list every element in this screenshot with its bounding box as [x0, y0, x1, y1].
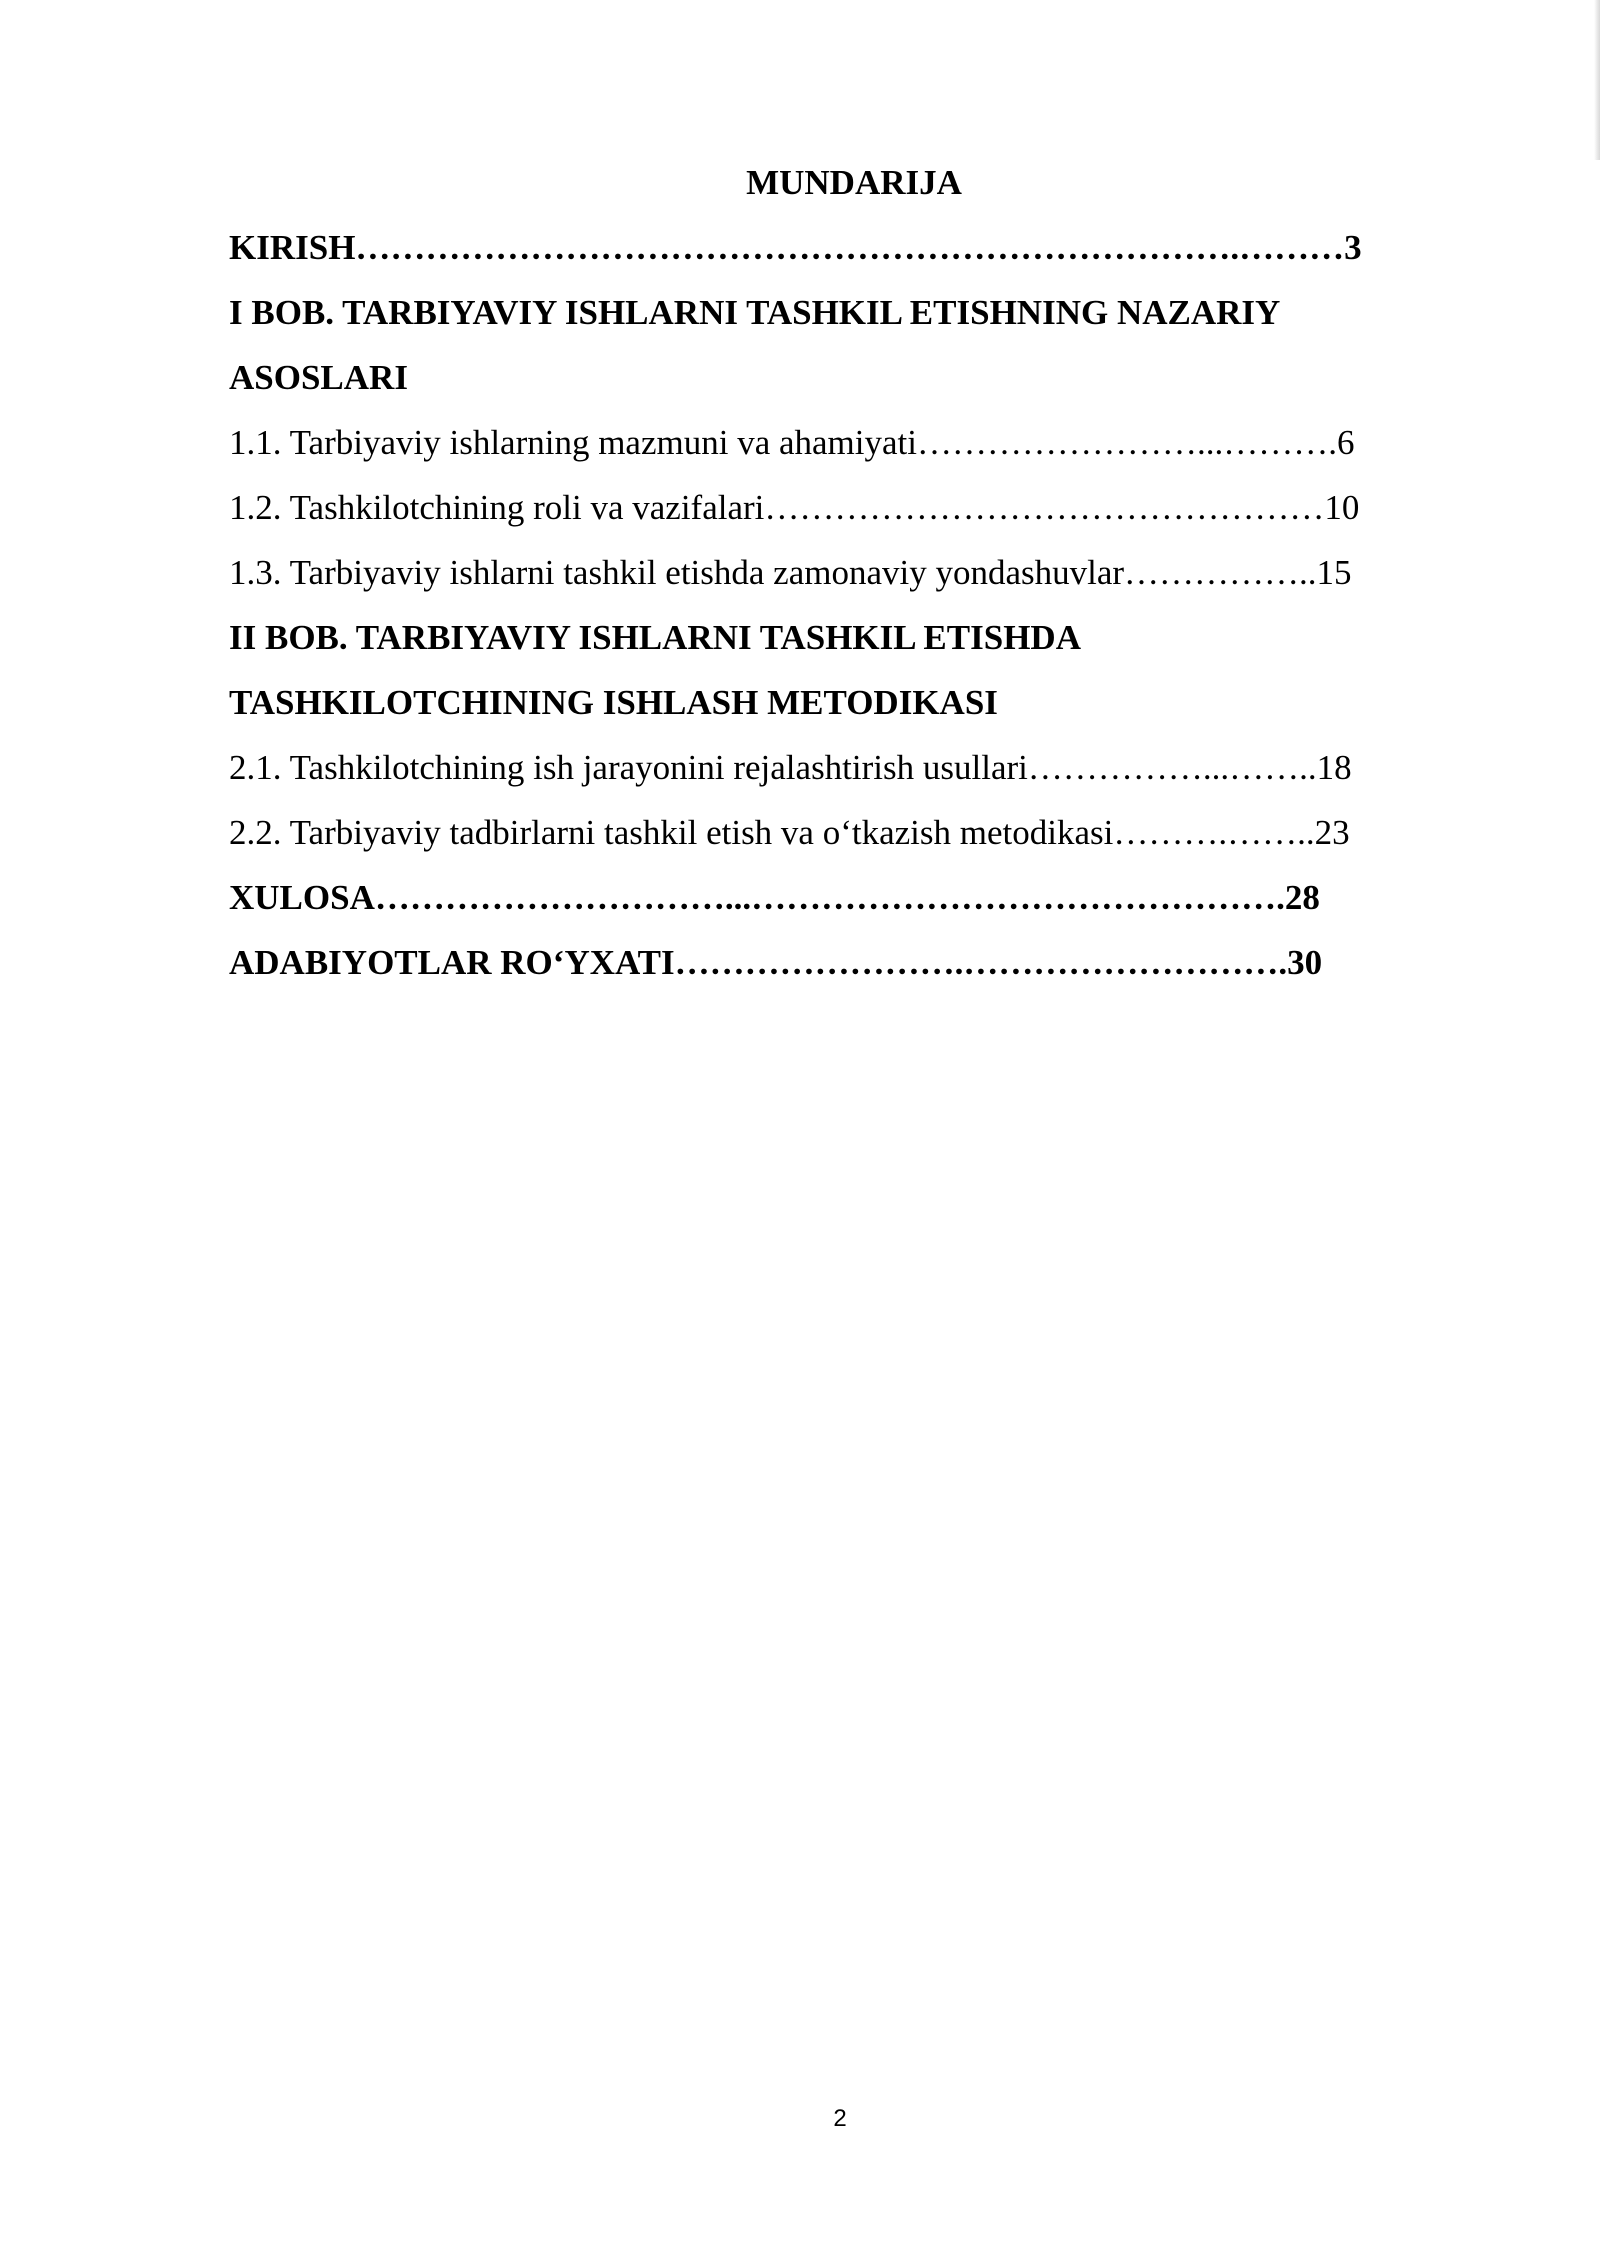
page-edge-shadow: [1594, 0, 1600, 160]
toc-entry-xulosa[interactable]: XULOSA…………………………...……………………………………….28: [229, 878, 1320, 917]
toc-chapter-1-heading[interactable]: I BOB. TARBIYAVIY ISHLARNI TASHKIL ETISHNING NAZARIY: [229, 293, 1281, 332]
toc-entry-1-3[interactable]: 1.3. Tarbiyaviy ishlarni tashkil etishda zamonaviy yondashuvlar……………..15: [229, 553, 1352, 592]
toc-entry-kirish[interactable]: KIRISH………………………………………………………………….………3: [229, 228, 1362, 267]
page-number: 2: [833, 2105, 847, 2132]
toc-chapter-2-heading-continued[interactable]: TASHKILOTCHINING ISHLASH METODIKASI: [229, 683, 998, 722]
toc-entry-2-2[interactable]: 2.2. Tarbiyaviy tadbirlarni tashkil etish va o‘tkazish metodikasi……….……..23: [229, 813, 1350, 852]
toc-entry-2-1[interactable]: 2.1. Tashkilotchining ish jarayonini rejalashtirish usullari……………...……..18: [229, 748, 1352, 787]
toc-entry-1-1[interactable]: 1.1. Tarbiyaviy ishlarning mazmuni va ahamiyati……………………...……….6: [229, 423, 1355, 462]
toc-title: MUNDARIJA: [746, 163, 962, 202]
toc-chapter-2-heading[interactable]: II BOB. TARBIYAVIY ISHLARNI TASHKIL ETISHDA: [229, 618, 1081, 657]
toc-entry-1-2[interactable]: 1.2. Tashkilotchining roli va vazifalari…………………………………………10: [229, 488, 1360, 527]
table-of-contents: [229, 150, 1449, 995]
toc-entry-adabiyotlar[interactable]: ADABIYOTLAR RO‘YXATI…………………….……………………….30: [229, 943, 1323, 982]
toc-chapter-1-heading-continued[interactable]: ASOSLARI: [229, 358, 408, 397]
